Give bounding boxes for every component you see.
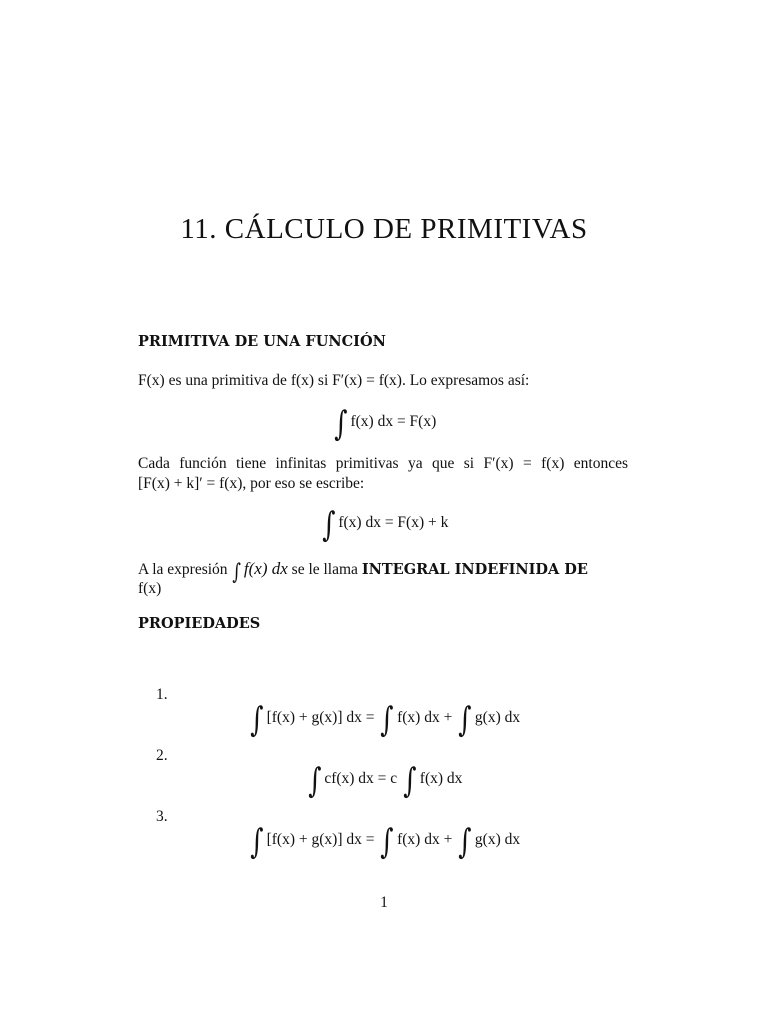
property-equation-2 <box>0 761 768 801</box>
equation-constant <box>0 505 768 545</box>
equation-primitive-text: f(x) dx = F(x) <box>350 413 437 430</box>
integral-sign-icon: ∫ <box>380 822 394 862</box>
infinite-primitives-line2: [F(x) + k]′ = f(x), por eso se escribe: <box>138 475 365 492</box>
expression-prefix: A la expresión <box>138 561 228 578</box>
integral-sign-icon: ∫ <box>333 404 348 444</box>
equation-constant-text: f(x) dx = F(x) + k <box>338 514 449 531</box>
property-number-3: 3. <box>156 808 168 825</box>
expression-math: f(x) dx <box>243 559 288 578</box>
integral-sign-icon: ∫ <box>307 761 322 801</box>
property-number-1: 1. <box>156 686 168 703</box>
property-1-lhs: [f(x) + g(x)] dx = <box>266 709 375 726</box>
property-1-rhs: g(x) dx <box>474 709 521 726</box>
section-heading-propiedades: PROPIEDADES <box>138 615 261 632</box>
integral-sign-icon: ∫ <box>232 560 242 585</box>
equation-primitive <box>0 404 768 444</box>
property-3-rhs: g(x) dx <box>474 831 521 848</box>
property-2-rhs: f(x) dx <box>419 770 463 787</box>
property-3-mid: f(x) dx + <box>397 831 453 848</box>
infinite-primitives-line1: Cada función tiene infinitas primitivas ya que si F′(x) = f(x) entonces <box>138 455 628 472</box>
page-title: 11. CÁLCULO DE PRIMITIVAS <box>180 213 588 245</box>
indefinite-integral-line2: f(x) <box>138 580 162 597</box>
expression-middle: se le llama <box>291 561 358 578</box>
integral-sign-icon: ∫ <box>321 505 336 545</box>
definition-paragraph: F(x) es una primitiva de f(x) si F′(x) = f(x). Lo expresamos así: <box>138 372 530 389</box>
page-number: 1 <box>380 894 388 911</box>
integral-sign-icon: ∫ <box>250 700 264 740</box>
property-equation-1 <box>0 700 768 740</box>
property-3-lhs: [f(x) + g(x)] dx = <box>266 831 375 848</box>
integral-sign-icon: ∫ <box>250 822 264 862</box>
property-equation-3 <box>0 822 768 862</box>
section-heading-primitiva: PRIMITIVA DE UNA FUNCIÓN <box>138 333 386 350</box>
integral-sign-icon: ∫ <box>458 822 472 862</box>
property-1-mid: f(x) dx + <box>397 709 453 726</box>
integral-sign-icon: ∫ <box>380 700 394 740</box>
property-2-lhs: cf(x) dx = c <box>324 770 398 787</box>
indefinite-integral-term: INTEGRAL INDEFINIDA DE <box>361 561 588 578</box>
integral-sign-icon: ∫ <box>458 700 472 740</box>
property-number-2: 2. <box>156 747 168 764</box>
integral-sign-icon: ∫ <box>403 761 417 801</box>
